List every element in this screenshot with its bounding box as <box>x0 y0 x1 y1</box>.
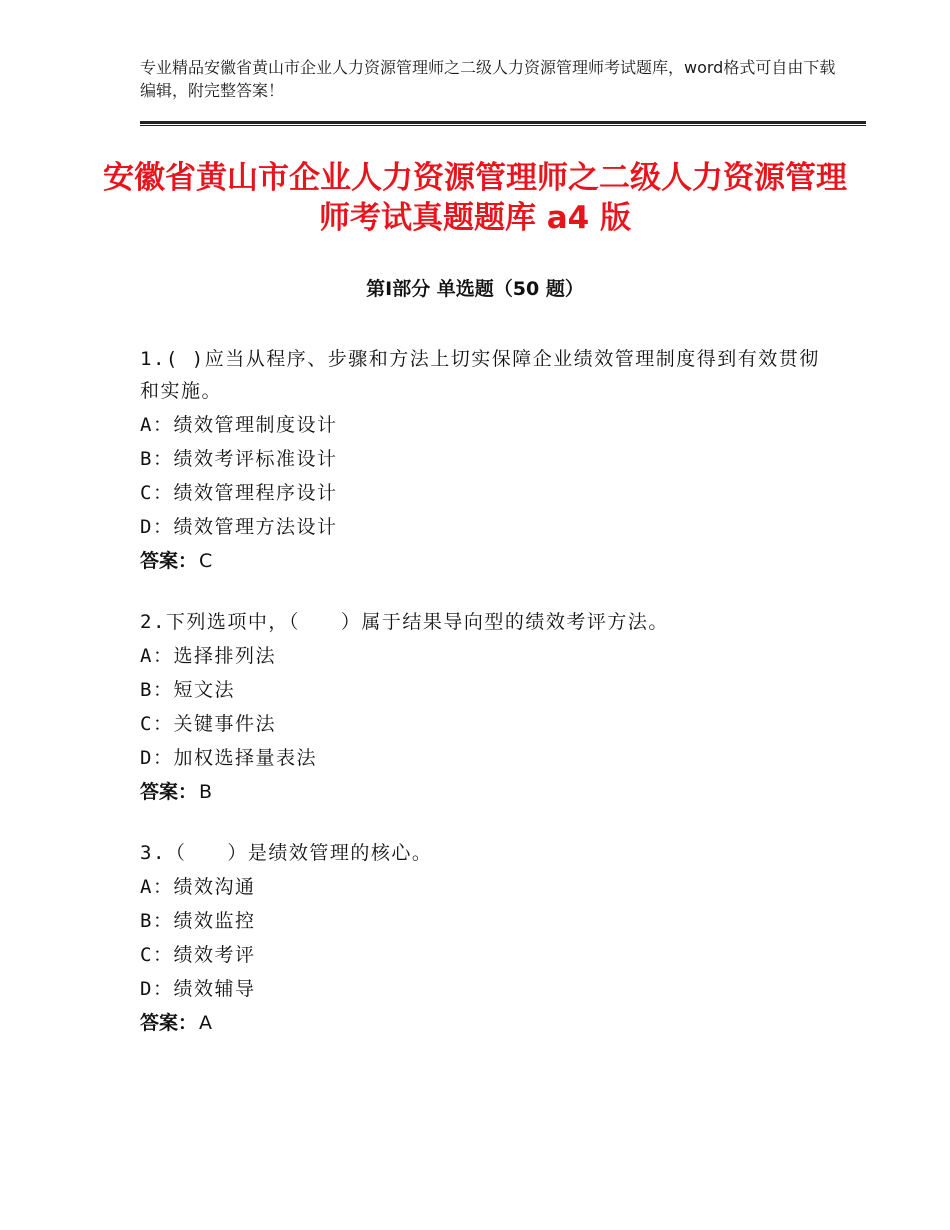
answer-label: 答案： <box>140 781 198 803</box>
header-divider <box>140 121 866 126</box>
option-b: B：绩效监控 <box>140 910 256 932</box>
option-a: A：绩效沟通 <box>140 876 256 898</box>
question-2 <box>140 606 820 809</box>
page-header: 专业精品安徽省黄山市企业人力资源管理师之二级人力资源管理师考试题库，word格式可自由下载编辑，附完整答案！ <box>140 58 836 100</box>
answer-label: 答案： <box>140 550 198 572</box>
option-b: B：绩效考评标准设计 <box>140 448 338 470</box>
answer-label: 答案： <box>140 1012 198 1034</box>
question-stem: 1.( )应当从程序、步骤和方法上切实保障企业绩效管理制度得到有效贯彻和实施。 <box>140 348 820 402</box>
section-title: 第Ⅰ部分 单选题（50 题） <box>366 278 584 300</box>
option-c: C：绩效考评 <box>140 944 256 966</box>
question-3 <box>140 837 820 1040</box>
answer-value: C <box>199 550 213 572</box>
option-a: A：绩效管理制度设计 <box>140 414 338 436</box>
answer-value: A <box>199 1012 213 1034</box>
option-d: D：绩效管理方法设计 <box>140 516 338 538</box>
question-stem: 2.下列选项中，（ ）属于结果导向型的绩效考评方法。 <box>140 611 669 633</box>
option-b: B：短文法 <box>140 679 235 701</box>
question-list <box>140 343 820 1068</box>
option-a: A：选择排列法 <box>140 645 276 667</box>
option-c: C：关键事件法 <box>140 713 276 735</box>
answer-value: B <box>199 781 213 803</box>
question-stem: 3.（ ）是绩效管理的核心。 <box>140 842 433 864</box>
question-1 <box>140 343 820 578</box>
answer-line <box>140 1006 820 1040</box>
answer-line <box>140 775 820 809</box>
option-c: C：绩效管理程序设计 <box>140 482 338 504</box>
option-d: D：绩效辅导 <box>140 978 256 1000</box>
answer-line <box>140 544 820 578</box>
option-d: D：加权选择量表法 <box>140 747 317 769</box>
document-title: 安徽省黄山市企业人力资源管理师之二级人力资源管理师考试真题题库 a4 版 <box>103 160 847 236</box>
